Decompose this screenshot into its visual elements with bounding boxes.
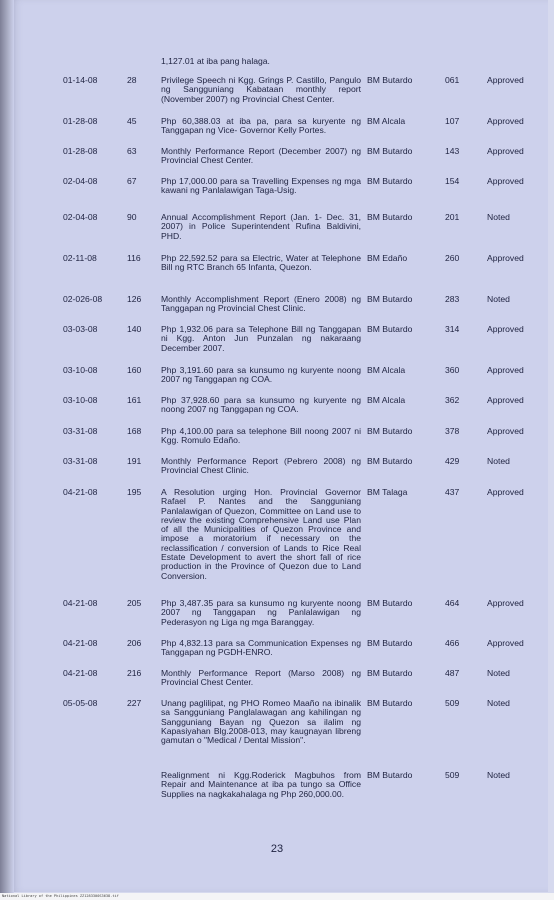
row-item-no: 140	[127, 324, 142, 334]
row-date: 02-11-08	[63, 253, 97, 263]
row-resolution-no: 360	[445, 365, 460, 375]
row-status: Approved	[487, 116, 524, 126]
row-date: 03-10-08	[63, 365, 98, 375]
row-status: Approved	[487, 75, 524, 85]
row-date: 04-21-08	[63, 638, 98, 648]
row-status: Approved	[487, 487, 524, 497]
row-item-no: 90	[127, 212, 137, 222]
row-status: Noted	[487, 668, 510, 678]
row-description: Php 37,928.60 para sa kunsumo ng kuryente ng noong 2007 ng Tanggapan ng COA.	[161, 395, 361, 415]
scan-footer: National Library of the Philippines ZZ1283300S3638.tif	[0, 893, 554, 900]
book-binding-shadow	[0, 0, 14, 900]
row-author: BM Talaga	[367, 487, 408, 497]
row-status: Approved	[487, 395, 524, 405]
row-status: Approved	[487, 598, 524, 608]
row-item-no: 160	[127, 365, 142, 375]
row-item-no: 195	[127, 487, 142, 497]
row-item-no: 216	[127, 668, 142, 678]
row-item-no: 126	[127, 294, 142, 304]
row-author: BM Edaño	[367, 253, 408, 263]
row-description: Monthly Performance Report (Marso 2008) ng Provincial Chest Center.	[161, 668, 361, 688]
row-author: BM Butardo	[367, 598, 413, 608]
row-description: Php 1,932.06 para sa Telephone Bill ng Tanggapan ni Kgg. Anton Jun Punzalan ng nakaraang December 2007.	[161, 324, 361, 353]
row-status: Approved	[487, 638, 524, 648]
row-author: BM Butardo	[367, 294, 413, 304]
row-item-no: 161	[127, 395, 142, 405]
row-resolution-no: 509	[445, 698, 460, 708]
row-resolution-no: 201	[445, 212, 460, 222]
row-description: Php 4,832.13 para sa Communication Expenses ng Tanggapan ng PGDH-ENRO.	[161, 638, 361, 658]
row-author: BM Butardo	[367, 668, 413, 678]
row-description: Privilege Speech ni Kgg. Grings P. Castillo, Pangulo ng Sangguniang Kabataan monthly report (November 2007) ng Provincial Chest Center.	[161, 75, 361, 104]
row-status: Noted	[487, 770, 510, 780]
row-resolution-no: 378	[445, 426, 460, 436]
row-status: Approved	[487, 324, 524, 334]
row-author: BM Alcala	[367, 116, 406, 126]
row-item-no: 191	[127, 456, 142, 466]
row-resolution-no: 437	[445, 487, 460, 497]
row-description: Monthly Performance Report (December 2007) ng Provincial Chest Center.	[161, 146, 361, 166]
row-description: A Resolution urging Hon. Provincial Governor Rafael P. Nantes and the Sangguniang Panlalawigan of Quezon, Committee on Land use to review the existing Comprehensive Land use Plan of all the Municipalities of Quezon Province and impose a moratorium if necessary on the reclassification / conversion of Lands to Rice Real Estate Development to avert the short fall of rice production in the Province of Quezon due to Land Conversion.	[161, 487, 361, 581]
row-resolution-no: 283	[445, 294, 460, 304]
row-resolution-no: 061	[445, 75, 460, 85]
row-date: 04-21-08	[63, 598, 98, 608]
row-author: BM Butardo	[367, 324, 413, 334]
row-date: 04-21-08	[63, 487, 98, 497]
row-resolution-no: 314	[445, 324, 460, 334]
row-description: Unang paglilipat, ng PHO Romeo Maaño na ibinalik sa Sangguniang Panglalawagan ang kahilingan ng Sangguniang Bayan ng Quezon sa ilalim ng Kapasiyahan Blg.2008-013, may kaugnayan libreng gamutan o "Medical / Dental Mission".	[161, 698, 361, 746]
row-description: Php 22,592.52 para sa Electric, Water at Telephone Bill ng RTC Branch 65 Infanta, Quezon.	[161, 253, 361, 273]
row-date: 03-31-08	[63, 426, 98, 436]
row-status: Noted	[487, 456, 510, 466]
row-resolution-no: 143	[445, 146, 460, 156]
row-status: Approved	[487, 146, 524, 156]
row-author: BM Butardo	[367, 770, 413, 780]
page-number: 23	[270, 843, 284, 855]
continuation-text: 1,127.01 at iba pang halaga.	[161, 56, 270, 66]
row-resolution-no: 509	[445, 770, 460, 780]
row-description: Php 4,100.00 para sa telephone Bill noong 2007 ni Kgg. Romulo Edaño.	[161, 426, 361, 446]
row-date: 01-28-08	[63, 116, 98, 126]
row-item-no: 205	[127, 598, 142, 608]
row-author: BM Butardo	[367, 456, 413, 466]
row-resolution-no: 429	[445, 456, 460, 466]
row-date: 04-21-08	[63, 668, 98, 678]
row-status: Noted	[487, 294, 510, 304]
row-status: Approved	[487, 176, 524, 186]
row-resolution-no: 487	[445, 668, 460, 678]
row-date: 01-14-08	[63, 75, 98, 85]
row-description: Monthly Performance Report (Pebrero 2008) ng Provincial Chest Clinic.	[161, 456, 361, 476]
row-resolution-no: 362	[445, 395, 460, 405]
row-date: 03-10-08	[63, 395, 98, 405]
row-author: BM Butardo	[367, 638, 413, 648]
row-description: Php 17,000.00 para sa Travelling Expenses ng mga kawani ng Panlalawigan Taga-Usig.	[161, 176, 361, 196]
row-date: 02-04-08	[63, 176, 98, 186]
row-item-no: 116	[127, 253, 141, 263]
row-item-no: 67	[127, 176, 137, 186]
row-item-no: 28	[127, 75, 137, 85]
row-description: Monthly Accomplishment Report (Enero 2008) ng Tanggapan ng Provincial Chest Clinic.	[161, 294, 361, 314]
row-resolution-no: 466	[445, 638, 460, 648]
row-author: BM Butardo	[367, 75, 413, 85]
row-date: 03-03-08	[63, 324, 98, 334]
row-date: 03-31-08	[63, 456, 98, 466]
row-author: BM Butardo	[367, 146, 413, 156]
row-item-no: 227	[127, 698, 142, 708]
row-author: BM Butardo	[367, 212, 413, 222]
row-description: Php 60,388.03 at iba pa, para sa kuryente ng Tanggapan ng Vice- Governor Kelly Portes.	[161, 116, 361, 136]
row-author: BM Butardo	[367, 176, 413, 186]
row-item-no: 45	[127, 116, 137, 126]
row-status: Noted	[487, 698, 510, 708]
row-description: Annual Accomplishment Report (Jan. 1- Dec. 31, 2007) in Police Superintendent Rufina Baldivini, PHD.	[161, 212, 361, 241]
row-status: Approved	[487, 253, 524, 263]
row-date: 05-05-08	[63, 698, 98, 708]
row-description: Php 3,487.35 para sa kunsumo ng kuryente noong 2007 ng Tanggapan ng Panlalawigan ng Pederasyon ng Liga ng mga Baranggay.	[161, 598, 361, 627]
row-author: BM Alcala	[367, 395, 406, 405]
row-date: 01-28-08	[63, 146, 98, 156]
row-author: BM Alcala	[367, 365, 406, 375]
row-author: BM Butardo	[367, 698, 413, 708]
row-description: Php 3,191.60 para sa kunsumo ng kuryente noong 2007 ng Tanggapan ng COA.	[161, 365, 361, 385]
row-resolution-no: 260	[445, 253, 460, 263]
row-status: Noted	[487, 212, 510, 222]
row-date: 02-026-08	[63, 294, 103, 304]
row-item-no: 63	[127, 146, 137, 156]
row-date: 02-04-08	[63, 212, 98, 222]
row-description: Realignment ni Kgg.Roderick Magbuhos from Repair and Maintenance at iba pa tungo sa Office Supplies na nagkakahalaga ng Php 260,000.00.	[161, 770, 361, 799]
row-resolution-no: 154	[445, 176, 460, 186]
row-author: BM Butardo	[367, 426, 413, 436]
row-item-no: 168	[127, 426, 142, 436]
row-resolution-no: 464	[445, 598, 460, 608]
row-resolution-no: 107	[445, 116, 460, 126]
row-status: Approved	[487, 365, 524, 375]
row-status: Approved	[487, 426, 524, 436]
row-item-no: 206	[127, 638, 142, 648]
